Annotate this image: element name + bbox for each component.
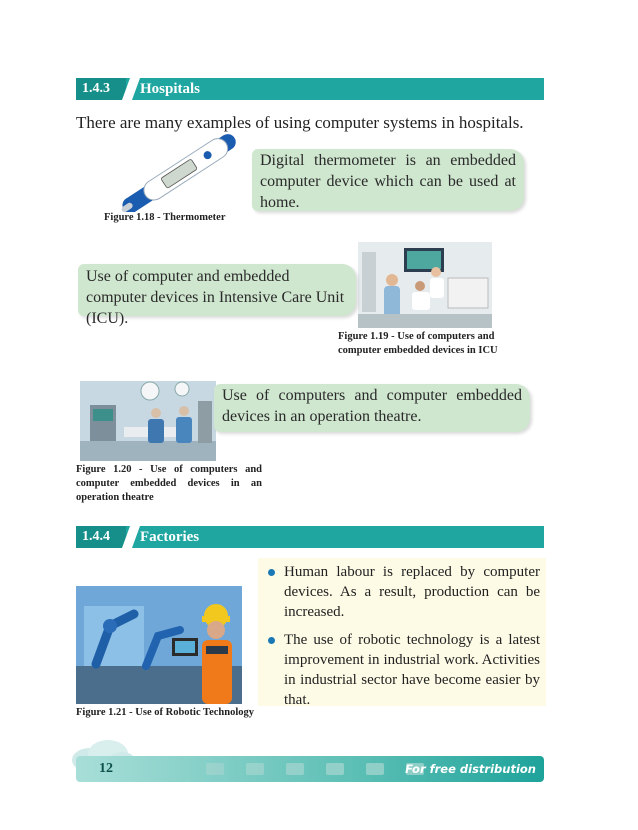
section-header-hospitals <box>76 78 544 100</box>
bullet-icon <box>268 569 275 576</box>
section-header-factories <box>76 526 544 548</box>
section-number: 1.4.4 <box>76 526 126 548</box>
icu-callout: Use of computer and embedded computer devices in Intensive Care Unit (ICU). <box>78 264 356 316</box>
section-title: Hospitals <box>140 81 201 97</box>
icu-photo <box>358 242 492 328</box>
figure-caption-operation-theatre: Figure 1.20 - Use of computers and computer embedded devices in an operation theatre <box>76 464 262 503</box>
operation-theatre-callout: Use of computers and computer embedded devices in an operation theatre. <box>214 384 530 432</box>
thermometer-image <box>108 132 248 212</box>
page-number: 12 <box>99 761 113 776</box>
list-item: The use of robotic technology is a latest improvement in industrial work. Activities in industrial sector have become easier by that. <box>266 630 540 710</box>
intro-text: There are many examples of using computer systems in hospitals. <box>76 113 524 132</box>
robotic-technology-photo <box>76 586 242 704</box>
figure-caption-icu: Figure 1.19 - Use of computers and computer embedded devices in ICU <box>338 331 498 356</box>
free-distribution-note: For free distribution <box>405 762 536 776</box>
section-title: Factories <box>140 529 200 545</box>
thermometer-callout: Digital thermometer is an embedded computer device which can be used at home. <box>252 149 524 211</box>
figure-caption-thermometer: Figure 1.18 - Thermometer <box>104 212 226 223</box>
figure-caption-robotic: Figure 1.21 - Use of Robotic Technology <box>76 707 255 718</box>
bullet-icon <box>268 637 275 644</box>
page-footer <box>76 756 544 782</box>
section-number: 1.4.3 <box>76 78 126 100</box>
list-item: Human labour is replaced by computer devices. As a result, production can be increased. <box>266 562 540 622</box>
operation-theatre-photo <box>80 381 216 461</box>
factories-bullet-list <box>258 558 546 706</box>
